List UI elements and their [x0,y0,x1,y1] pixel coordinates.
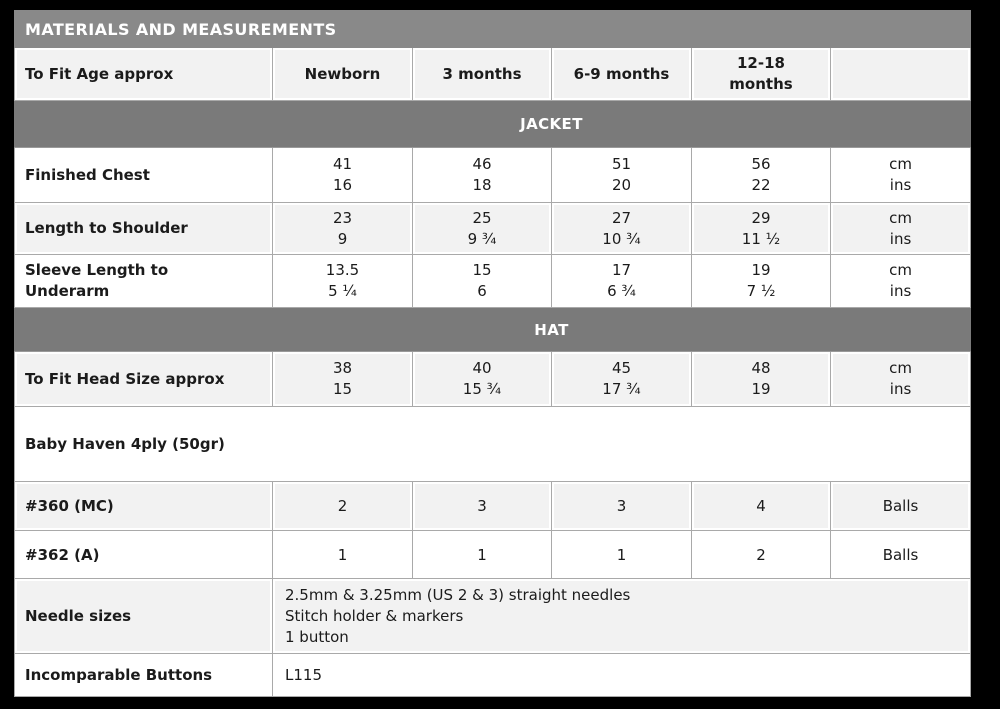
row-head-size [15,352,971,407]
yarn-heading: Baby Haven 4ply (50gr) [15,407,971,482]
value-cell: 3 [552,482,692,531]
age-col-3-months: 3 months [413,48,552,101]
unit-cell: cm ins [831,148,971,203]
value-cell: 3 [413,482,552,531]
value-cell: 1 [552,531,692,579]
value-cell: 29 11 ½ [692,203,831,255]
unit-cell: cm ins [831,352,971,407]
value-cell: 25 9 ¾ [413,203,552,255]
unit-cell: Balls [831,531,971,579]
age-row-label: To Fit Age approx [15,48,273,101]
row-label: Incomparable Buttons [15,654,273,697]
value-cell: 4 [692,482,831,531]
section-band-hat-row [15,308,971,352]
value-cell: 51 20 [552,148,692,203]
value-cell: 56 22 [692,148,831,203]
row-length-to-shoulder [15,203,971,255]
needle-line-2: Stitch holder & markers [285,606,464,625]
row-label: Finished Chest [25,165,150,184]
band-spacer-right [831,308,971,352]
table-title: MATERIALS AND MEASUREMENTS [15,11,971,48]
band-spacer-right [831,101,971,148]
row-sleeve-length [15,255,971,308]
value-cell: 38 15 [273,352,413,407]
section-band-jacket-row [15,101,971,148]
value-cell: 48 19 [692,352,831,407]
band-spacer-left [15,101,273,148]
materials-measurements-table [14,10,971,697]
value-cell: 23 9 [273,203,413,255]
age-col-empty [831,48,971,101]
row-label: #362 (A) [15,531,273,579]
value-cell: 2 [273,482,413,531]
value-cell: 17 6 ¾ [552,255,692,308]
row-label: Needle sizes [15,579,273,654]
row-label: #360 (MC) [15,482,273,531]
needle-sizes-details [273,579,971,654]
value-cell: 1 [413,531,552,579]
value-cell: 1 [273,531,413,579]
section-band-jacket: JACKET [273,101,831,148]
value-cell: 2 [692,531,831,579]
row-yarn-heading [15,407,971,482]
age-col-12-18-months [692,48,831,101]
unit-cell: cm ins [831,255,971,308]
document-page [14,10,970,697]
unit-cell: cm ins [831,203,971,255]
buttons-value: L115 [273,654,971,697]
value-cell: 27 10 ¾ [552,203,692,255]
row-needle-sizes [15,579,971,654]
row-yarn-360 [15,482,971,531]
value-cell: 40 15 ¾ [413,352,552,407]
age-col-6-9-months: 6-9 months [552,48,692,101]
row-incomparable-buttons [15,654,971,697]
row-label: Length to Shoulder [25,219,188,237]
value-cell: 41 16 [273,148,413,203]
needle-line-1: 2.5mm & 3.25mm (US 2 & 3) straight needles [285,585,631,604]
band-spacer-left [15,308,273,352]
row-label: To Fit Head Size approx [25,369,225,388]
age-header-row [15,48,971,101]
row-label: Sleeve Length to Underarm [25,261,169,300]
value-cell: 45 17 ¾ [552,352,692,407]
value-cell: 46 18 [413,148,552,203]
unit-cell: Balls [831,482,971,531]
value-cell: 13.5 5 ¼ [273,255,413,308]
age-col-newborn: Newborn [273,48,413,101]
value-cell: 19 7 ½ [692,255,831,308]
value-cell: 15 6 [413,255,552,308]
section-band-hat: HAT [273,308,831,352]
age-col-12-18-months-label: 12-18 months [729,54,793,93]
row-yarn-362 [15,531,971,579]
table-title-row [15,11,971,48]
row-finished-chest [15,148,971,203]
needle-line-3: 1 button [285,627,349,646]
